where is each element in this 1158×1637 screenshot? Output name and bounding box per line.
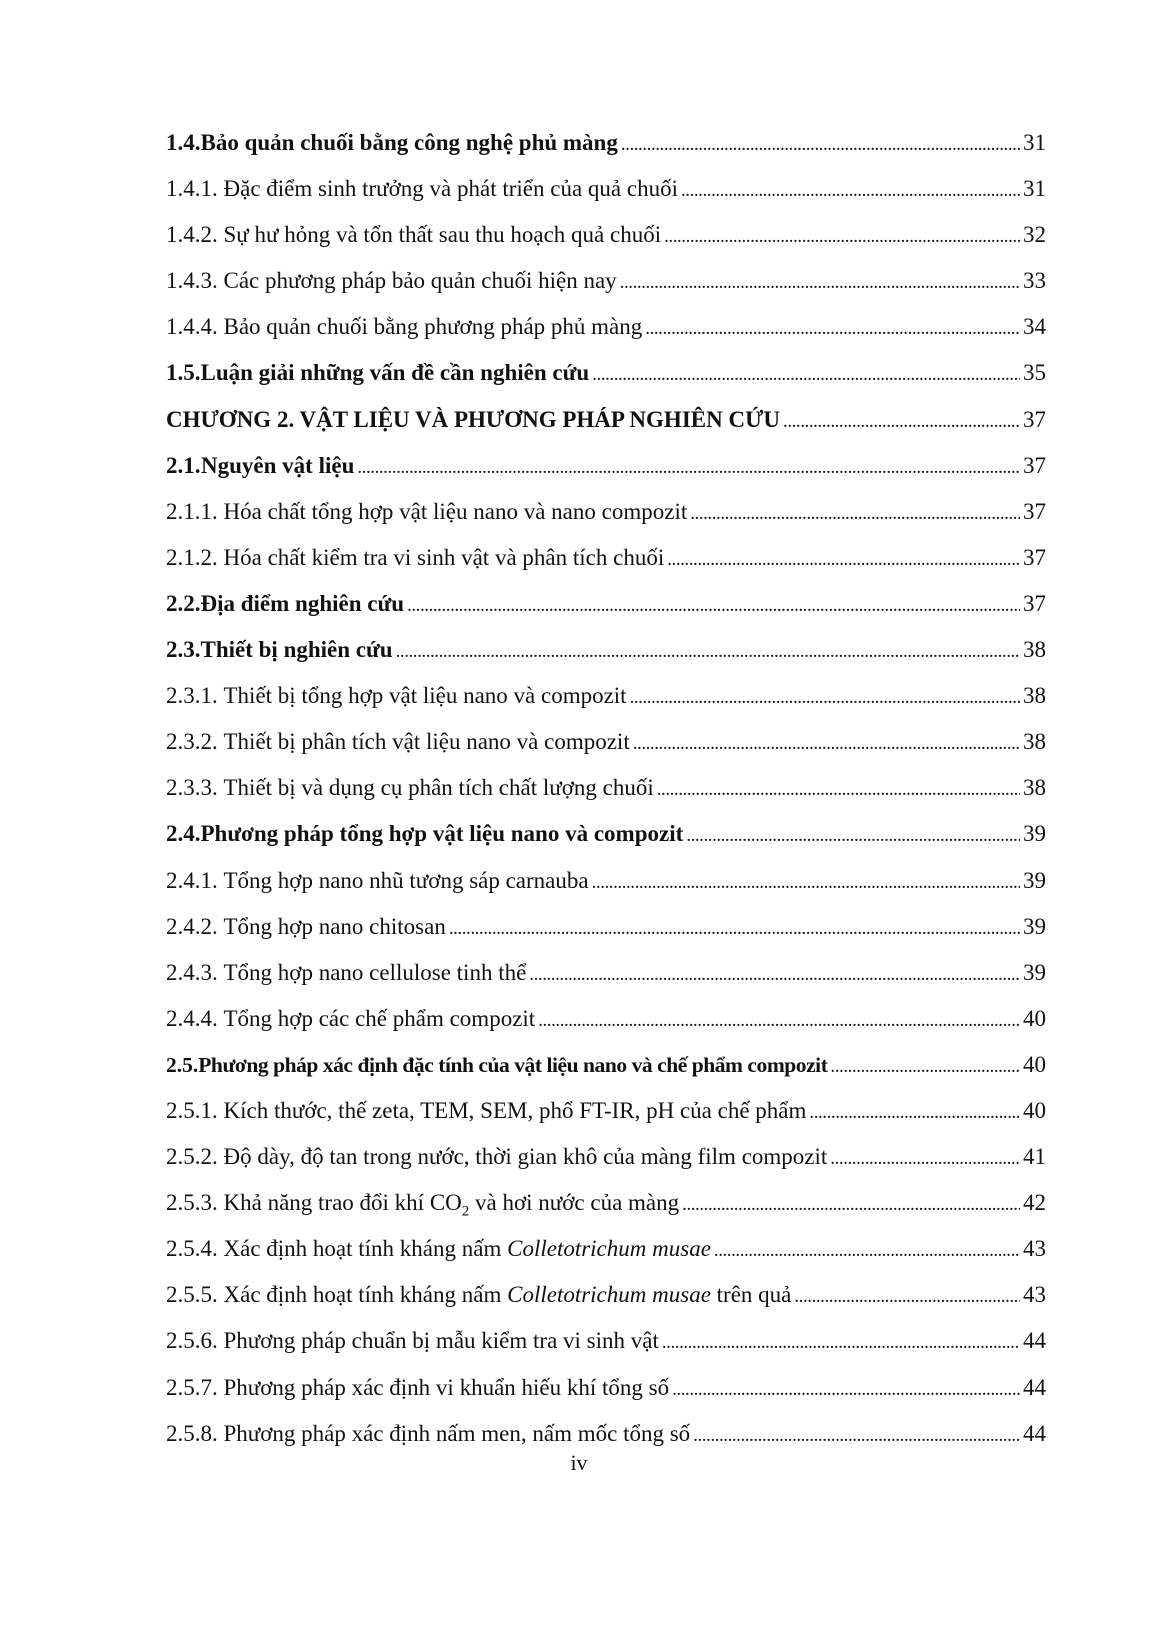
toc-entry[interactable]: [166, 1236, 1046, 1282]
toc-title: [224, 1236, 711, 1262]
toc-number: 1.4.1.: [166, 176, 218, 202]
toc-number: 2.3.3.: [166, 775, 218, 801]
toc-page: 38: [1023, 683, 1046, 709]
toc-leader-dots: [657, 775, 1020, 801]
toc-leader-dots: [529, 960, 1020, 986]
toc-number: 2.3.1.: [166, 683, 218, 709]
toc-number: 2.4.: [166, 821, 201, 847]
toc-title: [224, 1282, 792, 1308]
toc-page: 38: [1023, 729, 1046, 755]
toc-leader-dots: [621, 130, 1020, 156]
toc-page: 38: [1023, 775, 1046, 801]
toc-title: Đặc điểm sinh trưởng và phát triển của quả chuối: [223, 176, 678, 202]
toc-title: Kích thước, thế zeta, TEM, SEM, phổ FT-IR, pH của chế phẩm: [223, 1097, 807, 1123]
toc-leader-dots: [672, 1375, 1020, 1401]
toc-title-italic: Colletotrichum musae: [507, 1236, 711, 1262]
toc-page: 40: [1023, 1051, 1046, 1077]
toc-number: 1.4.3.: [166, 268, 218, 294]
toc-entry[interactable]: [166, 453, 1046, 499]
toc-leader-dots: [645, 314, 1020, 340]
toc-title: Độ dày, độ tan trong nước, thời gian khô của màng film compozit: [223, 1144, 828, 1170]
toc-page: 44: [1023, 1420, 1046, 1446]
toc-page: 37: [1023, 498, 1046, 524]
toc-leader-dots: [690, 499, 1020, 525]
toc-number: 2.5.4.: [166, 1236, 218, 1262]
subscript-2: 2: [461, 1203, 470, 1220]
toc-number: 2.5.8.: [166, 1420, 218, 1446]
toc-leader-dots: [662, 1328, 1020, 1354]
toc-leader-dots: [682, 1190, 1020, 1216]
toc-page: 37: [1023, 590, 1046, 616]
toc-entry[interactable]: [166, 1328, 1046, 1374]
table-of-contents: [166, 130, 1046, 1467]
toc-page: 37: [1023, 544, 1046, 570]
toc-title: Bảo quản chuối bằng phương pháp phủ màng: [223, 314, 643, 340]
toc-leader-dots: [449, 914, 1020, 940]
toc-leader-dots: [407, 591, 1020, 617]
toc-page: 40: [1023, 1005, 1046, 1031]
toc-leader-dots: [620, 268, 1020, 294]
toc-leader-dots: [830, 1053, 1020, 1078]
toc-leader-dots: [794, 1282, 1020, 1308]
toc-page: 43: [1023, 1236, 1046, 1262]
toc-title-part: Xác định hoạt tính kháng nấm: [223, 1236, 508, 1262]
toc-entry[interactable]: [166, 268, 1046, 314]
toc-number: 1.5.: [166, 360, 201, 386]
toc-page: 41: [1023, 1144, 1046, 1170]
toc-title-part: Khả năng trao đổi khí CO: [223, 1190, 462, 1216]
toc-page: 31: [1023, 176, 1046, 202]
toc-title: Thiết bị nghiên cứu: [200, 637, 393, 663]
toc-page: 34: [1023, 314, 1046, 340]
toc-page: 35: [1023, 360, 1046, 386]
toc-title: Sự hư hỏng và tổn thất sau thu hoạch quả chuối: [223, 222, 662, 248]
toc-leader-dots: [538, 1006, 1020, 1032]
toc-entry[interactable]: [166, 637, 1046, 683]
toc-title: Tổng hợp nano nhũ tương sáp carnauba: [223, 867, 589, 893]
toc-title: Phương pháp xác định đặc tính của vật liệu nano và chế phẩm compozit: [198, 1052, 828, 1077]
toc-page: 43: [1023, 1282, 1046, 1308]
toc-entry[interactable]: [166, 314, 1046, 360]
toc-number: 2.5.2.: [166, 1144, 218, 1170]
toc-entry[interactable]: [166, 1144, 1046, 1190]
toc-number: 2.5.: [166, 1052, 199, 1077]
toc-page: 39: [1023, 913, 1046, 939]
toc-number: 2.4.4.: [166, 1005, 218, 1031]
toc-title: Thiết bị phân tích vật liệu nano và compozit: [223, 729, 630, 755]
toc-title: Phương pháp tổng hợp vật liệu nano và compozit: [200, 821, 684, 847]
toc-page: 31: [1023, 130, 1046, 155]
toc-number: 1.4.2.: [166, 222, 218, 248]
toc-title-part: Xác định hoạt tính kháng nấm: [223, 1282, 508, 1308]
toc-title: Phương pháp xác định vi khuẩn hiếu khí tổng số: [223, 1374, 670, 1400]
toc-entry[interactable]: [166, 176, 1046, 222]
toc-leader-dots: [693, 1421, 1020, 1447]
toc-entry[interactable]: [166, 360, 1046, 406]
toc-leader-dots: [714, 1236, 1020, 1262]
toc-number: 1.4.4.: [166, 314, 218, 340]
toc-number: 2.3.: [166, 637, 201, 663]
toc-page: 39: [1023, 959, 1046, 985]
toc-page: 39: [1023, 821, 1046, 847]
toc-number: 2.4.1.: [166, 867, 218, 893]
toc-number: 2.1.1.: [166, 498, 218, 524]
toc-title: Nguyên vật liệu: [201, 452, 355, 478]
toc-leader-dots: [783, 407, 1020, 433]
toc-entry[interactable]: [166, 868, 1046, 914]
toc-number: 2.5.6.: [166, 1328, 218, 1354]
toc-leader-dots: [681, 176, 1020, 202]
toc-chapter-entry[interactable]: [166, 407, 1046, 453]
toc-entry[interactable]: [166, 960, 1046, 1006]
toc-entry[interactable]: [166, 1282, 1046, 1328]
toc-entry[interactable]: [166, 499, 1046, 545]
toc-number: 2.5.7.: [166, 1374, 218, 1400]
toc-entry[interactable]: [166, 591, 1046, 637]
toc-leader-dots: [357, 453, 1020, 479]
toc-entry[interactable]: [166, 1052, 1046, 1098]
toc-page: 37: [1023, 452, 1046, 478]
toc-leader-dots: [592, 868, 1020, 894]
toc-leader-dots: [667, 545, 1020, 571]
toc-entry[interactable]: [166, 545, 1046, 591]
toc-entry[interactable]: [166, 775, 1046, 821]
toc-entry[interactable]: [166, 1190, 1046, 1236]
toc-number: 2.1.: [166, 452, 201, 478]
toc-leader-dots: [686, 821, 1020, 847]
toc-leader-dots: [830, 1144, 1020, 1170]
toc-number: 2.1.2.: [166, 544, 218, 570]
toc-number: 2.3.2.: [166, 729, 218, 755]
toc-chapter-title: CHƯƠNG 2. VẬT LIỆU VÀ PHƯƠNG PHÁP NGHIÊN CỨU: [166, 406, 781, 432]
toc-leader-dots: [592, 360, 1020, 386]
toc-title: Tổng hợp các chế phẩm compozit: [223, 1005, 536, 1031]
toc-leader-dots: [633, 729, 1020, 755]
toc-title: Hóa chất tổng hợp vật liệu nano và nano compozit: [223, 498, 688, 524]
toc-entry[interactable]: [166, 1375, 1046, 1421]
toc-number: 2.2.: [166, 590, 201, 616]
toc-title: Tổng hợp nano chitosan: [223, 913, 446, 939]
toc-page: 33: [1023, 268, 1046, 294]
toc-page: 44: [1023, 1374, 1046, 1400]
toc-page: 44: [1023, 1328, 1046, 1354]
toc-title: Hóa chất kiểm tra vi sinh vật và phân tích chuối: [223, 544, 665, 570]
toc-page: 42: [1023, 1190, 1046, 1216]
toc-page: 32: [1023, 222, 1046, 248]
toc-page: 38: [1023, 637, 1046, 663]
toc-title: Thiết bị và dụng cụ phân tích chất lượng chuối: [223, 775, 654, 801]
toc-entry[interactable]: [166, 222, 1046, 268]
toc-entry[interactable]: [166, 683, 1046, 729]
toc-title-italic: Colletotrichum musae: [507, 1282, 711, 1308]
toc-title-part: trên quả: [710, 1282, 792, 1308]
toc-title: Phương pháp xác định nấm men, nấm mốc tổng số: [223, 1420, 691, 1446]
toc-title: Tổng hợp nano cellulose tinh thể: [223, 959, 527, 985]
toc-entry[interactable]: [166, 821, 1046, 867]
toc-page: 37: [1023, 406, 1046, 432]
toc-page: 39: [1023, 867, 1046, 893]
toc-title: Luận giải những vấn đề cần nghiên cứu: [200, 360, 590, 386]
toc-entry[interactable]: [166, 1098, 1046, 1144]
toc-number: 2.4.2.: [166, 913, 218, 939]
toc-number: 2.4.3.: [166, 959, 218, 985]
toc-leader-dots: [809, 1098, 1020, 1124]
toc-entry[interactable]: [166, 1006, 1046, 1052]
toc-title: Thiết bị tổng hợp vật liệu nano và compozit: [223, 683, 627, 709]
toc-title: Địa điểm nghiên cứu: [200, 590, 405, 616]
toc-entry[interactable]: [166, 729, 1046, 775]
toc-entry[interactable]: [166, 130, 1046, 176]
toc-title: Bảo quản chuối bằng công nghệ phủ màng: [200, 130, 618, 155]
toc-number: 2.5.5.: [166, 1282, 218, 1308]
toc-leader-dots: [396, 637, 1020, 663]
toc-number: 1.4.: [166, 130, 201, 155]
toc-leader-dots: [664, 222, 1020, 248]
toc-title-part: và hơi nước của màng: [469, 1190, 680, 1216]
toc-title: [224, 1190, 680, 1221]
toc-number: 2.5.1.: [166, 1097, 218, 1123]
page-number: iv: [570, 1450, 588, 1475]
toc-page: 40: [1023, 1097, 1046, 1123]
toc-number: 2.5.3.: [166, 1190, 218, 1216]
toc-title: Các phương pháp bảo quản chuối hiện nay: [223, 268, 617, 294]
toc-leader-dots: [630, 683, 1020, 709]
toc-entry[interactable]: [166, 914, 1046, 960]
toc-title: Phương pháp chuẩn bị mẫu kiểm tra vi sinh vật: [223, 1328, 659, 1354]
